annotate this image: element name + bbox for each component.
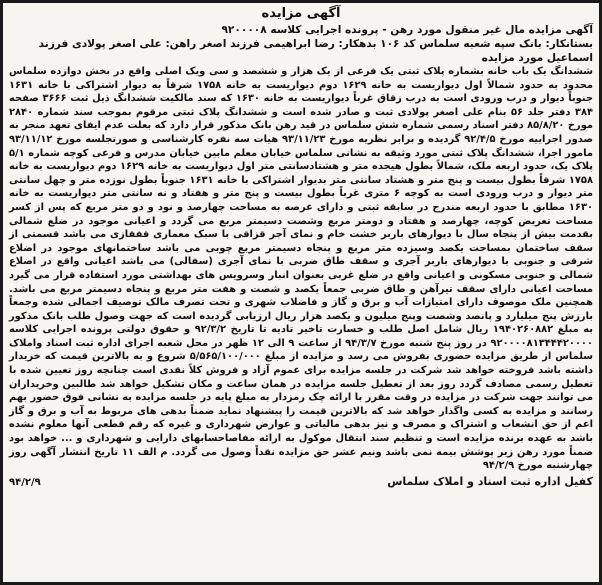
publication-date: ۹۴/۲/۹ [9, 476, 41, 488]
parties-heading: بستانکار: بانک سپه شعبه سلماس کد ۱۰۶ بدهکار: رضا ابراهیمی فرزند اصغر راهن: علی اصغر پولادی فرزند اسماعیل مورد مزایده [38, 38, 593, 64]
notice-title: آگهی مزایده [261, 6, 341, 21]
signature: کفیل اداره ثبت اسناد و املاک سلماس [387, 474, 593, 488]
notice-body: ششدانگ یک باب خانه بشماره پلاک ثبتی یک فرعی از یک هزار و ششصد و سی ویک اصلی واقع در بخش دوازده سلماس محدود به حدود شمالاً اول دیواریست به خانه ۱۶۲۹ دوم دیواریست به خانه ۱۷۵۸ شرقاً به دیوار اشتراکی با خانه ۱۶۳۱ جنوباً دیوار و درب ورودی است به درب زقاق غرباً دیواریست به خانه ۱۶۳۰ که سند مالکیت ششدانگ ذیل ثبت ۳۶۶۶ صفحه ۳۸۴ دفتر جلد ۵۶ بنام علی اصغر پولادی ثبت و صادر شده است و ششدانگ پلاک ثبتی مرقوم بموجب سند شماره ۲۸۴۰ مورخ ۸۵/۸/۲۰ دفتر اسناد رسمی شماره شش سلماس در قید رهن بانک مذکور قرار دارد که بعلت عدم ایفای تعهد منجر به صدور اجراییه مورخ ۹۲/۴/۵ گردیده و برابر نظریه مورخ ۹۳/۱۱/۲۳ هیات سه نفره کارشناسی و صورتجلسه مورخ ۹۳/۱۱/۱۲ مامور اجرا، ششدانگ پلاک ثبتی مورد وثیقه به نشانی سلماس خیابان معلم مابین خیابان مدرس و فرعی کوچه شماره ۵/۱ پلاک یک، حدود اربعه ملک، شمالاً بطول هیجده متر و هشتادسانتی متر اول دیواریست به خانه ۱۶۲۹ دوم دیواریست به خانه ۱۷۵۸ شرقاً بطول بیست و پنج متر و هشتاد سانتی متر بدیوار اشتراکی با خانه ۱۶۳۱ جنوباً بطول نوزده متر و چهل سانتی متر دیوار و درب ورودی است به کوچه ۶ متری غرباً بطول بیست و پنج متر و هفتاد و نه سانتی متر دیواریست به خانه ۱۶۳۰ مطابق با حدود اربعه مندرج در سابقه ثبتی و دارای عرصه به مساحت چهارصد و نود و دو متر مربع که پس از کسر مساحت تعریض کوچه، چهارصد و هفتاد و دومتر مربع وشصت دسیمتر مربع می گردد و اعیانی موجود در ضلع شمالی بقدمت بیش از پنجاه سال با دیوارهای باربر خشت خام و نمای آجر قزاقی با سبک معماری قفقازی می باشد قسمتی از سقف ساختمان بمساحت یکصد وسیزده متر مربع و پنجاه دسیمتر مربع چوبی می باشد ساختمانهای موجود در اضلاع شرقی و جنوبی با دیوارهای باربر آجری و سقف طاق ضربی با نمای آجری (سفالی) می باشد اعیانی واقع در اضلاع شمالی و جنوبی مسکونی و اعیانی واقع در ضلع غربی بعنوان انبار وسرویس های بهداشتی مورد استفاده قرار می گیرد مساحت اعیانی دارای سقف تیرآهن و طاق ضربی جمعاً یکصد و شصت و هفت متر مربع و پنجاه دسیمتر مربع می باشد. همچنین ملک موصوف دارای امتیازات آب و برق و گاز و فاضلاب شهری و تحت تصرف مالک توصیف اجمالی شده وجمعاً بارزش پنج میلیارد و پانصد وشصت وپنج میلیون و یکصد هزار ریال ارزیابی گردیده است که جهت وصول طلب بانک مذکور به مبلغ ۱۹۴۰۲۶۰۸۸۲ ریال شامل اصل طلب و خسارت تاخیر تادیه تا تاریخ ۹۲/۳/۲ و حقوق دولتی پرونده اجرایی کلاسه ۹۲۰۰۰۰۸۱۳۴۴۴۲۰۰۰۰ در روز پنج شنبه مورخ ۹۴/۳/۷ از ساعت ۹ الی ۱۲ ظهر در محل شعبه اجرای اداره ثبت اسناد واملاک سلماس از طریق مزایده حضوری بفروش می رسد و مزایده از مبلغ ۵/۵۶۵/۱۰۰/۰۰۰ شروع و به بالاترین قیمت که خریدار داشته باشد فروخته خواهد شد شرکت در جلسه مزایده برای عموم آزاد و فروش کلاً نقدی است چنانچه روز تعیین شده با تعطیل رسمی مصادف گردد روز بعد از تعطیل جلسه مزایده در همان ساعت و مکان تشکیل خواهد شد طالبین وخریداران می توانند جهت شرکت در مزایده در وقت مقرر با ارائه چک رمزدار به مبلغ پایه در جلسه مزایده به نشانی فوق حضور بهم رسانند و مزایده به کسی واگذار خواهد شد که بالاترین قیمت را پیشنهاد نماید ضمناً بدهی های مربوط به آب و برق و گاز اعم از حق انشعاب و اشتراک و مصرف و نیز بدهی مالیاتی و عوارض شهرداری و غیره که رقم قطعی آنها معلوم نشده باشد به عهده برنده مزایده است و تنظیم سند انتقال موکول به ارائه مفاصاحسابهای دارایی و شهرداری و ... خواهد بود ضمناً مورد رهن زیر پوشش بیمه نمی باشد ونیم عشر حق مزایده نقداً وصول می گردد. م الف ۱۱ تاریخ انتشار آگهی روز چهارشنبه مورخ ۹۴/۲/۹ [9, 66, 594, 472]
notice-footer [9, 474, 593, 490]
case-heading: آگهی مزایده مال غیر منقول مورد رهن - پرونده اجرایی کلاسه ۹۲۰۰۰۰۸ [221, 24, 593, 36]
